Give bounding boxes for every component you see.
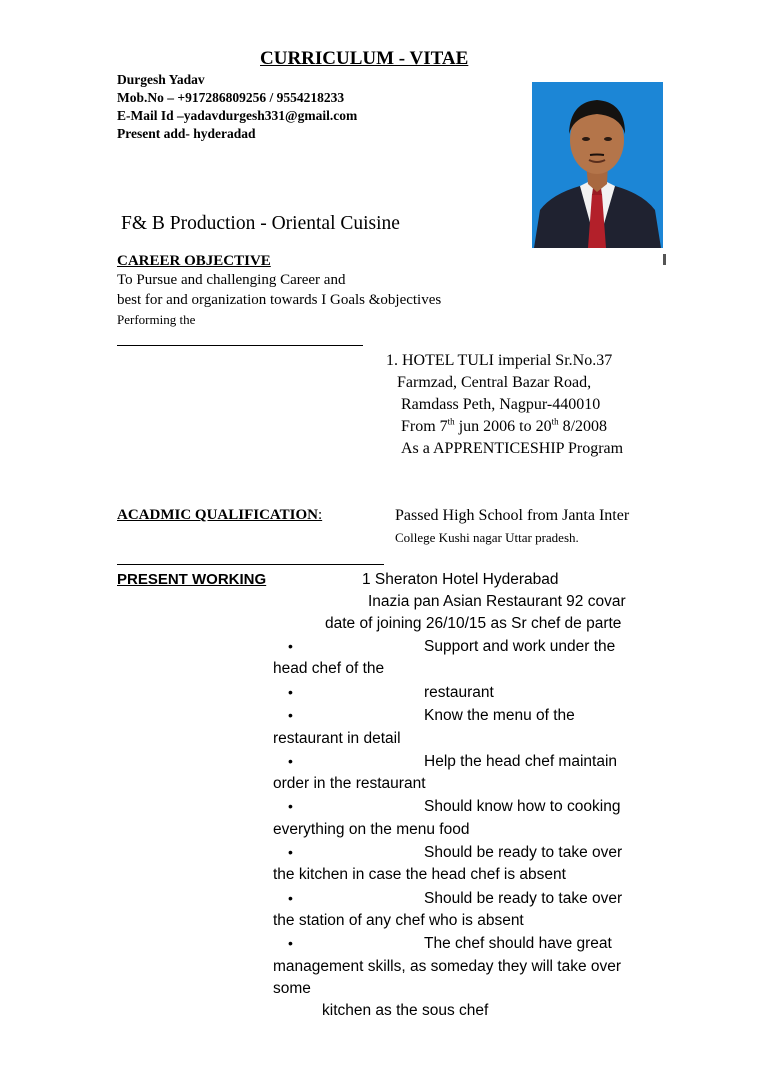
bullet-icon: • xyxy=(288,707,293,723)
present-working-heading: PRESENT WORKING xyxy=(117,571,267,588)
objective-line-2: best for and organization towards I Goals &objectives xyxy=(117,292,442,308)
objective-line-1: To Pursue and challenging Career and xyxy=(117,272,346,288)
qualification-heading: ACADMIC QUALIFICATION: xyxy=(117,507,323,523)
duty-6-line-2: the kitchen in case the head chef is absent xyxy=(273,866,566,883)
qualification-line-1: Passed High School from Janta Inter xyxy=(395,507,630,524)
duty-8-line-1: The chef should have great xyxy=(424,935,612,952)
candidate-name: Durgesh Yadav xyxy=(117,72,205,87)
duty-4-line-2: order in the restaurant xyxy=(273,775,426,792)
experience-line-1: 1. HOTEL TULI imperial Sr.No.37 xyxy=(386,352,613,369)
duty-5-line-1: Should know how to cooking xyxy=(424,798,621,815)
closing-line: kitchen as the sous chef xyxy=(322,1002,489,1019)
duty-3-line-2: restaurant in detail xyxy=(273,730,401,747)
bullet-icon: • xyxy=(288,753,293,769)
person-portrait-icon xyxy=(532,82,663,248)
current-restaurant: Inazia pan Asian Restaurant 92 covar xyxy=(368,593,626,610)
duty-1-line-2: head chef of the xyxy=(273,660,385,677)
duty-5-line-2: everything on the menu food xyxy=(273,821,470,838)
experience-dates: From 7th jun 2006 to 20th 8/2008 xyxy=(401,416,608,435)
current-hotel: 1 Sheraton Hotel Hyderabad xyxy=(362,571,559,588)
mobile-number: Mob.No – +917286809256 / 9554218233 xyxy=(117,90,345,105)
objective-line-3: Performing the xyxy=(117,312,196,327)
experience-line-2: Farmzad, Central Bazar Road, xyxy=(397,374,592,391)
divider-line-2 xyxy=(117,564,384,565)
bullet-icon: • xyxy=(288,684,293,700)
photo-edge-mark xyxy=(663,254,666,265)
duty-2-line-1: restaurant xyxy=(424,684,494,701)
qualification-line-2: College Kushi nagar Uttar pradesh. xyxy=(395,530,579,545)
joining-details: date of joining 26/10/15 as Sr chef de parte xyxy=(325,615,622,632)
duty-6-line-1: Should be ready to take over xyxy=(424,844,623,861)
position-subtitle: F& B Production - Oriental Cuisine xyxy=(121,213,400,234)
duty-8-line-2: management skills, as someday they will take over xyxy=(273,958,622,975)
present-address: Present add- hyderadad xyxy=(117,126,256,141)
email-address: E-Mail Id –yadavdurgesh331@gmail.com xyxy=(117,108,358,123)
duty-1-line-1: Support and work under the xyxy=(424,638,616,655)
experience-line-5: As a APPRENTICESHIP Program xyxy=(401,440,624,457)
divider-line xyxy=(117,345,363,346)
duty-3-line-1: Know the menu of the xyxy=(424,707,575,724)
duty-4-line-1: Help the head chef maintain xyxy=(424,753,618,770)
career-objective-heading: CAREER OBJECTIVE xyxy=(117,253,271,269)
bullet-icon: • xyxy=(288,798,293,814)
bullet-icon: • xyxy=(288,935,293,951)
duty-8-line-3: some xyxy=(273,980,311,997)
bullet-icon: • xyxy=(288,844,293,860)
experience-line-3: Ramdass Peth, Nagpur-440010 xyxy=(401,396,601,413)
duty-7-line-1: Should be ready to take over xyxy=(424,890,623,907)
bullet-icon: • xyxy=(288,890,293,906)
profile-photo xyxy=(532,82,663,248)
duty-7-line-2: the station of any chef who is absent xyxy=(273,912,524,929)
page-title: CURRICULUM - VITAE xyxy=(260,48,469,69)
bullet-icon: • xyxy=(288,638,293,654)
